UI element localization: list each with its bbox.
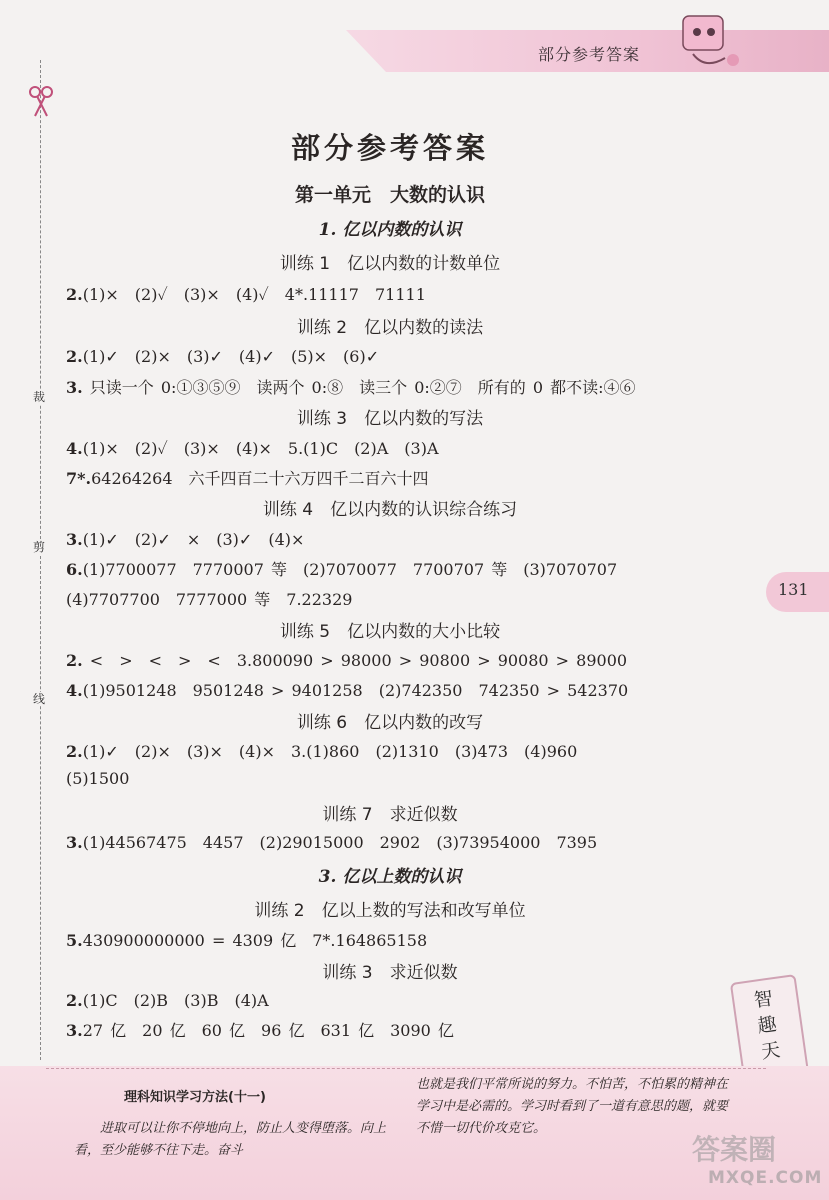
answer-line bbox=[66, 830, 597, 853]
training-heading: 训练 2 亿以内数的读法 bbox=[296, 318, 484, 338]
unit-heading: 第一单元 大数的认识 bbox=[294, 184, 485, 206]
answer-number: 3. bbox=[66, 378, 83, 397]
watermark-url: MXQE.COM bbox=[708, 1168, 823, 1188]
answer-number: 3. bbox=[66, 1021, 83, 1040]
tips-left-text: 进取可以让你不停地向上，防止人变得堕落。向上看，至少能够不往下走。奋斗 bbox=[74, 1121, 387, 1158]
answer-number: 3. bbox=[66, 833, 83, 852]
answer-line bbox=[66, 769, 129, 788]
answer-number: 6. bbox=[66, 560, 83, 579]
answer-line bbox=[66, 344, 379, 367]
answer-text: (1)7700077 7770007 等 (2)7070077 7700707 等 (3)7070707 bbox=[82, 560, 618, 579]
answer-line bbox=[66, 678, 628, 701]
answer-text: (1)✓ (2)× (3)× (4)× 3.(1)860 (2)1310 (3)473 (4)960 bbox=[82, 742, 578, 761]
answer-text: < > < > < 3.800090 > 98000 > 90800 > 90080 > 89000 bbox=[82, 651, 628, 670]
answer-line bbox=[66, 648, 627, 671]
answer-text: (1)× (2)✓ (3)× (4)× 5.(1)C (2)A (3)A bbox=[82, 439, 439, 458]
page-number: 131 bbox=[778, 580, 809, 599]
training-heading: 训练 3 求近似数 bbox=[322, 963, 458, 983]
training-heading: 训练 3 亿以内数的写法 bbox=[296, 409, 484, 429]
answer-line bbox=[66, 587, 352, 610]
answer-number: 3. bbox=[66, 530, 83, 549]
page-title: 部分参考答案 bbox=[290, 131, 489, 165]
watermark-logo: 答案圈 bbox=[692, 1133, 777, 1166]
answer-number: 2. bbox=[66, 285, 83, 304]
answer-text: 27 亿 20 亿 60 亿 96 亿 631 亿 3090 亿 bbox=[82, 1021, 454, 1040]
answer-number: 2. bbox=[66, 651, 83, 670]
training-heading: 训练 5 亿以内数的大小比较 bbox=[279, 622, 501, 642]
cut-char: 剪 bbox=[33, 540, 46, 554]
tips-title: 理科知识学习方法(十一) bbox=[124, 1090, 266, 1105]
answer-line bbox=[66, 527, 304, 550]
training-heading: 训练 6 亿以内数的改写 bbox=[296, 713, 484, 733]
cartoon-decoration-icon bbox=[675, 10, 745, 72]
scissors-icon bbox=[27, 84, 55, 118]
training-heading: 训练 2 亿以上数的写法和改写单位 bbox=[254, 901, 526, 921]
answer-text: (1)44567475 4457 (2)29015000 2902 (3)73954000 7395 bbox=[82, 833, 598, 852]
answer-number: 2. bbox=[66, 347, 83, 366]
sidebar-card-text: 智趣天地 bbox=[752, 987, 782, 1064]
answer-text: 64264264 六千四百二十六万四千二百六十四 bbox=[91, 469, 429, 488]
answer-line bbox=[66, 282, 426, 305]
answer-line bbox=[66, 375, 636, 398]
answer-line bbox=[66, 928, 427, 951]
answer-text: (1)C (2)B (3)B (4)A bbox=[82, 991, 269, 1010]
answer-text: (1)✓ (2)✓ × (3)✓ (4)× bbox=[82, 530, 305, 549]
header-label: 部分参考答案 bbox=[538, 45, 641, 64]
answer-line bbox=[66, 466, 429, 489]
answer-text: 430900000000 = 4309 亿 7*.164865158 bbox=[82, 931, 428, 950]
answer-line bbox=[66, 557, 617, 580]
training-heading: 训练 4 亿以内数的认识综合练习 bbox=[262, 500, 518, 520]
answer-number: 4. bbox=[66, 439, 83, 458]
cut-char: 线 bbox=[33, 692, 46, 706]
training-heading: 训练 7 求近似数 bbox=[322, 805, 458, 825]
answer-number: 7*. bbox=[66, 469, 92, 488]
cut-char: 裁 bbox=[33, 390, 46, 404]
answer-number: 2. bbox=[66, 742, 83, 761]
section-heading: 3. 亿以上数的认识 bbox=[318, 867, 462, 887]
tips-right-text: 也就是我们平常所说的努力。不怕苦，不怕累的精神在学习中是必需的。学习时看到了一道有意思的题，就要不惜一切代价攻克它。 bbox=[416, 1077, 729, 1136]
answer-text: (5)1500 bbox=[66, 769, 130, 788]
answer-line bbox=[66, 739, 577, 762]
answer-text: (1)9501248 9501248 > 9401258 (2)742350 742350 > 542370 bbox=[82, 681, 629, 700]
answer-line bbox=[66, 1018, 454, 1041]
answer-number: 2. bbox=[66, 991, 83, 1010]
answer-number: 5. bbox=[66, 931, 83, 950]
answer-text: (4)7707700 7777000 等 7.22329 bbox=[66, 590, 353, 609]
answer-text: (1)× (2)✓ (3)× (4)✓ 4*.11117 71111 bbox=[82, 285, 426, 304]
training-heading: 训练 1 亿以内数的计数单位 bbox=[279, 254, 501, 274]
answer-line bbox=[66, 436, 439, 459]
answer-text: 只读一个 0:①③⑤⑨ 读两个 0:⑧ 读三个 0:②⑦ 所有的 0 都不读:④⑥ bbox=[82, 378, 636, 397]
answer-line bbox=[66, 988, 269, 1011]
section-heading: 1. 亿以内数的认识 bbox=[318, 220, 462, 240]
answer-number: 4. bbox=[66, 681, 83, 700]
tips-divider bbox=[46, 1068, 766, 1069]
answer-text: (1)✓ (2)× (3)✓ (4)✓ (5)× (6)✓ bbox=[82, 347, 380, 366]
